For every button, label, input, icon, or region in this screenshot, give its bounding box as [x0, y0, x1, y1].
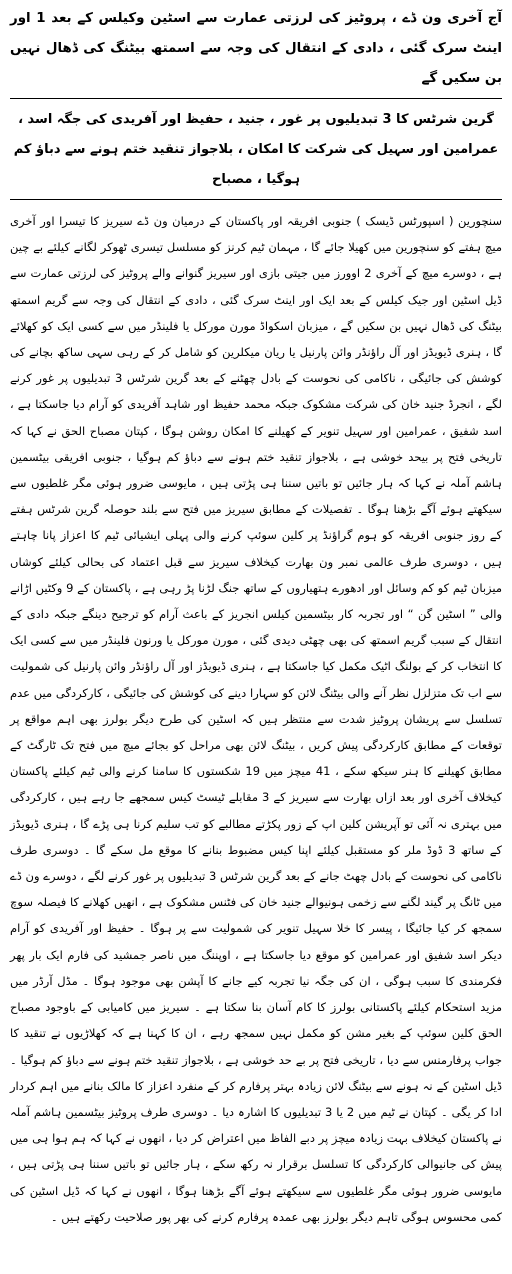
article-subheadline: گرین شرٹس کا 3 تبدیلیوں پر غور ، جنید ، حفیظ اور آفریدی کی جگہ اسد ، عمرامین اور سہیل کی شرکت کا امکان ، بلاجواز تنقید ختم ہونے سے دباؤ کم ہوگیا ، مصباح [13, 112, 499, 187]
subheadline-divider [10, 199, 502, 200]
headline-divider [10, 98, 502, 99]
article-headline: آج آخری ون ڈے ، پروٹیز کی لرزتی عمارت سے اسٹین وکیلس کے بعد 1 اور اینٹ سرک گئی ، دادی کے انتقال کی وجہ سے اسمتھ بیٹنگ کی ڈھال نہیں بن سکیں گے [10, 11, 502, 86]
article-body: سنچورین ( اسپورٹس ڈیسک ) جنوبی افریقہ اور پاکستان کے درمیان ون ڈے سیریز کا تیسرا اور آخری میچ ہفتے کو سنچورین میں کھیلا جائے گا ، مہمان ٹیم کرنز کو مسلسل تیسری ٹھوکر لگانے کیلئے بے چین ہے ، دوسرے میچ کے آخری 2 اوورز میں جیتی بازی اور سیریز گنوانے والے پروٹیز کی لرزتی عمارت سے ڈیل اسٹین اور جیک کیلس کے بعد ایک اور اینٹ سرک گئی ، دادی کے انتقال کی وجہ سے گریم اسمتھ بیٹنگ کی ڈھال نہیں بن سکیں گے ، میزبان اسکواڈ مورن مورکل یا فلینڈر میں سے کسی ایک کو کھلائے گا ، ہنری ڈیویڈز اور آل راؤنڈر وائن پارنیل یا ریان میکلرین کو شامل کر کے رہی سہی ساکھ بچانے کی کوشش کی جائیگی ، ناکامی کی نحوست کے بادل چھٹنے کے بعد گرین شرٹس 3 تبدیلیوں پر غور کرنے لگے ، انجرڈ جنید خان کی شرکت مشکوک جبکہ محمد حفیظ اور شاہد آفریدی کو آرام دیا جاسکتا ہے ، اسد شفیق ، عمرامین اور سہیل تنویر کے کھیلنے کا امکان روشن ہوگا ، کپتان مصباح الحق نے کہا کہ تاریخی فتح پر بیحد خوشی ہے ، بلاجواز تنقید ختم ہونے سے دباؤ کم ہوگیا ، جنوبی افریقی بیٹسمین ہاشم آملہ نے کہا کہ ہار جائیں تو باتیں سننا ہی پڑتی ہیں ، مایوسی ضرور ہوئی مگر غلطیوں سے سیکھتے ہوئے آگے بڑھنا ہوگا ۔ تفصیلات کے مطابق سیریز میں فتح سے بلند حوصلہ گرین شرٹس ہفتے کے روز جنوبی افریقہ کو ہوم گراؤنڈ پر کلین سوئپ کرنے والی پہلی ایشیائی ٹیم کا اعزاز پانا چاہتے ہیں ، دوسری طرف عالمی نمبر ون بھارت کیخلاف سیریز سے قبل اعتماد کی بحالی کیلئے کوشاں میزبان ٹیم کو کم وسائل اور ادھورے ہتھیاروں کے ساتھ جنگ لڑنا پڑ رہی ہے ، پاکستان کے 9 وکٹیں اڑانے والی ” اسٹین گن “ اور تجربہ کار بیٹسمین کیلس انجریز کے باعث آرام کو ترجیح دینگے جبکہ دادی کے انتقال کے سبب گریم اسمتھ کی بھی چھٹی دیدی گئی ، مورن مورکل یا ورنون فلینڈر میں سے کسی ایک کا انتخاب کر کے بولنگ اٹیک مکمل کیا جاسکتا ہے ، ہنری ڈیویڈز اور آل راؤنڈر وائن پارنیل کی شمولیت سے اب تک متزلزل نظر آنے والی بیٹنگ لائن کو سہارا دینے کی کوشش کی جائیگی ، کارکردگی میں عدم تسلسل سے پریشان پروٹیز شدت سے منتظر ہیں کہ اسٹین کی طرح دیگر بولرز بھی اہم مواقع پر توقعات کے مطابق کارکردگی پیش کریں ، بیٹنگ لائن بھی مراحل کو بجائے میچ میں فتح تک ٹارگٹ کے مطابق کھیلنے کا ہنر سیکھ سکے ، 41 میچز میں 19 شکستوں کا سامنا کرنے والی ٹیم کیلئے پاکستان کیخلاف آخری اور بعد ازاں بھارت سے سیریز کے 3 مقابلے ٹیسٹ کیس سمجھے جا رہے ہیں ، کارکردگی میں بہتری نہ آئی تو آپریشن کلین اپ کے زور پکڑتے مطالبے کو تب سلیم کرنا ہی پڑے گا ، ہنری ڈیویڈز کے ساتھ 3 ڈوڈ ملر کو مستقبل کیلئے اپنا کیس مضبوط بنانے کا موقع مل سکے گا ۔ دوسری طرف ناکامی کی نحوست کے بادل چھٹ جانے کے بعد گرین شرٹس 3 تبدیلیوں پر غور کرنے لگے ، دوسرے ون ڈے میں ٹانگ پر گیند لگنے سے زخمی ہونیوالے جنید خان کی فٹنس مشکوک ہے ، انھیں کھلانے کا فیصلہ سوچ سمجھ کر کیا جائیگا ، پیسر کا خلا سہیل تنویر کی شمولیت سے پر ہوگا ۔ حفیظ اور آفریدی کو آرام دیکر اسد شفیق اور عمرامین کو موقع دیا جاسکتا ہے ، اوپننگ میں ناصر جمشید کی فارم ایک بار پھر فکرمندی کا سبب ہوگی ، ان کی جگہ نیا تجربہ کیے جانے کا آپشن بھی موجود ہوگا ۔ مڈل آرڈر میں مزید استحکام کیلئے پاکستانی بولرز کا کام آسان بنا سکتا ہے ۔ سیریز میں کامیابی کے باوجود مصباح الحق کلین سوئپ کے بغیر مشن کو مکمل نہیں سمجھ رہے ، ان کا کہنا ہے کہ کھلاڑیوں نے تنقید کا جواب پرفارمنس سے دیا ، تاریخی فتح پر بے حد خوشی ہے ، بلاجواز تنقید ختم ہونے سے دباؤ کم ہوگیا ۔ ڈیل اسٹین کے نہ ہونے سے بیٹنگ لائن زیادہ بہتر پرفارم کر کے منفرد اعزاز کا مالک بنانے میں اہم کردار ادا کر یگی ۔ کپتان نے ٹیم میں 2 یا 3 تبدیلیوں کا اشارہ دیا ۔ دوسری طرف پروٹیز بیٹسمین ہاشم آملہ نے پاکستان کیخلاف بہت زیادہ میچز پر دبے الفاظ میں اعتراض کر دیا ، انھوں نے کہا کہ ہم ہوا ہی میں پیش کی جانیوالی کارکردگی کا تسلسل برقرار نہ رکھ سکے ، ہار جائیں تو باتیں سننا ہی پڑتی ہیں ، مایوسی ضرور ہوئی مگر غلطیوں سے سیکھتے ہوئے آگے بڑھنا ہوگا ، انھوں نے کہا کہ ڈیل اسٹین کی کمی محسوس ہوگی تاہم دیگر بولرز بھی عمدہ پرفارم کرنے کی بھر پور صلاحیت رکھتے ہیں ۔ [10, 214, 503, 1224]
